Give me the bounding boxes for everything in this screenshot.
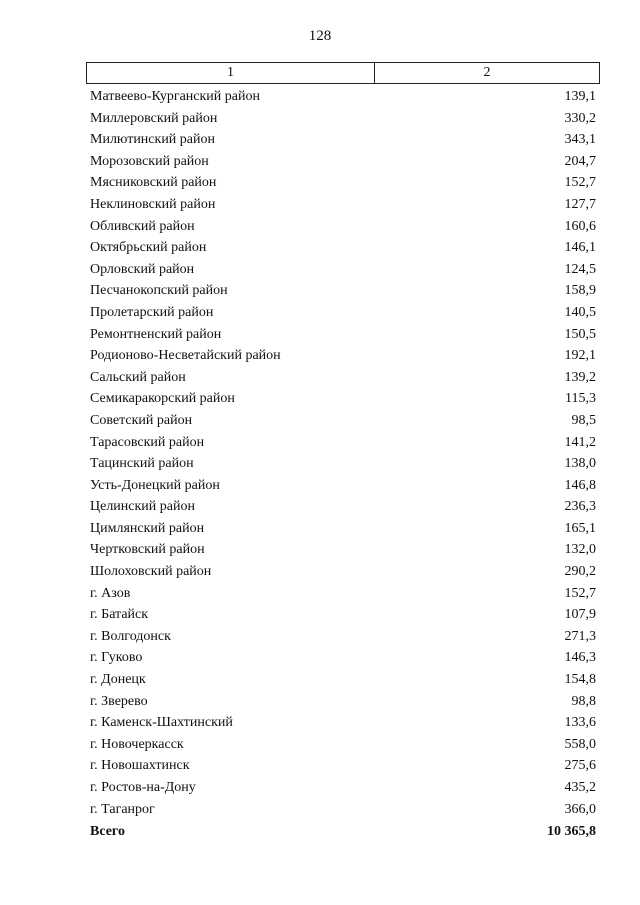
table-row: [90, 302, 596, 324]
row-name: г. Каменск-Шахтинский: [90, 715, 233, 731]
row-name: Обливский район: [90, 218, 195, 234]
table-row: [90, 388, 596, 410]
header-col-2: 2: [483, 65, 491, 80]
table-row: [90, 216, 596, 238]
row-name: Ремонтненский район: [90, 326, 222, 342]
row-name: Целинский район: [90, 499, 195, 515]
row-name: Тацинский район: [90, 456, 194, 472]
row-value: 343,1: [564, 132, 596, 148]
row-value: 152,7: [564, 585, 596, 601]
table-row: [90, 432, 596, 454]
row-name: г. Азов: [90, 585, 131, 601]
row-name: г. Донецк: [90, 672, 146, 688]
row-value: 366,0: [564, 801, 596, 817]
table-row: [90, 259, 596, 281]
table-row: [90, 345, 596, 367]
table-row: [90, 583, 596, 605]
row-value: 132,0: [564, 542, 596, 558]
row-value: 435,2: [564, 780, 596, 795]
table-row: [90, 367, 596, 389]
table-row: [90, 669, 596, 691]
row-name: г. Таганрог: [90, 801, 155, 817]
row-value: 330,2: [564, 110, 596, 126]
table-row: [90, 734, 596, 756]
table-row: [90, 647, 596, 669]
row-value: 139,1: [564, 89, 596, 104]
row-value: 138,0: [564, 456, 596, 472]
row-value: 150,5: [564, 326, 596, 342]
table-row: [90, 86, 596, 108]
table-row: [90, 518, 596, 540]
row-name: г. Волгодонск: [90, 628, 171, 644]
row-value: 133,6: [564, 715, 596, 731]
row-name: Октябрьский район: [90, 240, 207, 256]
row-value: 165,1: [564, 520, 596, 536]
header-col-1: 1: [87, 63, 375, 83]
row-value: 558,0: [564, 736, 596, 752]
table-row: [90, 237, 596, 259]
row-name: г. Ростов-на-Дону: [90, 780, 196, 795]
row-value: 275,6: [564, 758, 596, 774]
row-value: 127,7: [564, 196, 596, 212]
row-value: 98,8: [571, 693, 596, 709]
row-name: Пролетарский район: [90, 304, 214, 320]
row-value: 124,5: [564, 261, 596, 277]
row-value: 146,8: [564, 477, 596, 493]
table-row: [90, 604, 596, 626]
table-row: [90, 453, 596, 475]
row-name: Мясниковский район: [90, 175, 217, 191]
row-name: Песчанокопский район: [90, 283, 228, 299]
table-row: [90, 496, 596, 518]
page-number: 128: [308, 28, 332, 44]
row-name: г. Новочеркасск: [90, 736, 184, 752]
row-name: Чертковский район: [90, 542, 205, 558]
row-name: Усть-Донецкий район: [90, 477, 220, 493]
table-header: [86, 62, 600, 84]
row-value: 141,2: [564, 434, 596, 450]
row-name: Цимлянский район: [90, 520, 205, 536]
table-row: [90, 561, 596, 583]
row-name: Сальский район: [90, 369, 186, 385]
row-name: Неклиновский район: [90, 196, 216, 212]
table-row: [90, 280, 596, 302]
row-value: 107,9: [564, 607, 596, 623]
row-value: 146,3: [564, 650, 596, 666]
row-value: 271,3: [564, 628, 596, 644]
row-value: 152,7: [564, 175, 596, 191]
row-value: 204,7: [564, 153, 596, 169]
row-value: 290,2: [564, 564, 596, 580]
row-name: Родионово-Несветайский район: [90, 348, 281, 364]
row-name: Милютинский район: [90, 132, 216, 148]
row-name: Семикаракорский район: [90, 391, 235, 407]
row-name: Советский район: [90, 412, 193, 428]
table-row: [90, 475, 596, 497]
table-row: [90, 712, 596, 734]
row-value: 236,3: [564, 499, 596, 515]
row-name: Орловский район: [90, 261, 195, 277]
row-value: 158,9: [564, 283, 596, 299]
row-name: Морозовский район: [90, 153, 209, 169]
table-body: [90, 86, 596, 843]
row-name: Матвеево-Курганский район: [90, 89, 260, 104]
row-value: 115,3: [565, 391, 596, 407]
table-row: [90, 108, 596, 130]
row-name: г. Батайск: [90, 607, 149, 623]
row-name: г. Зверево: [90, 693, 148, 709]
table-row: [90, 129, 596, 151]
table-row: [90, 626, 596, 648]
row-value: 192,1: [564, 348, 596, 364]
table-row: [90, 151, 596, 173]
row-value: 160,6: [564, 218, 596, 234]
row-value: 154,8: [564, 672, 596, 688]
table-row: [90, 172, 596, 194]
total-label: Всего: [90, 824, 125, 840]
row-value: 98,5: [571, 412, 596, 428]
row-name: Тарасовский район: [90, 434, 205, 450]
table-row: [90, 755, 596, 777]
table-row: [90, 194, 596, 216]
total-value: 10 365,8: [547, 824, 596, 840]
row-value: 146,1: [564, 240, 596, 256]
table-row: [90, 539, 596, 561]
table-row: [90, 324, 596, 346]
row-name: г. Гуково: [90, 650, 143, 666]
table-row: [90, 777, 596, 799]
row-name: г. Новошахтинск: [90, 758, 190, 774]
row-value: 140,5: [564, 304, 596, 320]
total-row: [90, 821, 596, 843]
row-name: Миллеровский район: [90, 110, 218, 126]
table-row: [90, 410, 596, 432]
table-row: [90, 799, 596, 821]
table-row: [90, 691, 596, 713]
row-value: 139,2: [564, 369, 596, 385]
row-name: Шолоховский район: [90, 564, 212, 580]
